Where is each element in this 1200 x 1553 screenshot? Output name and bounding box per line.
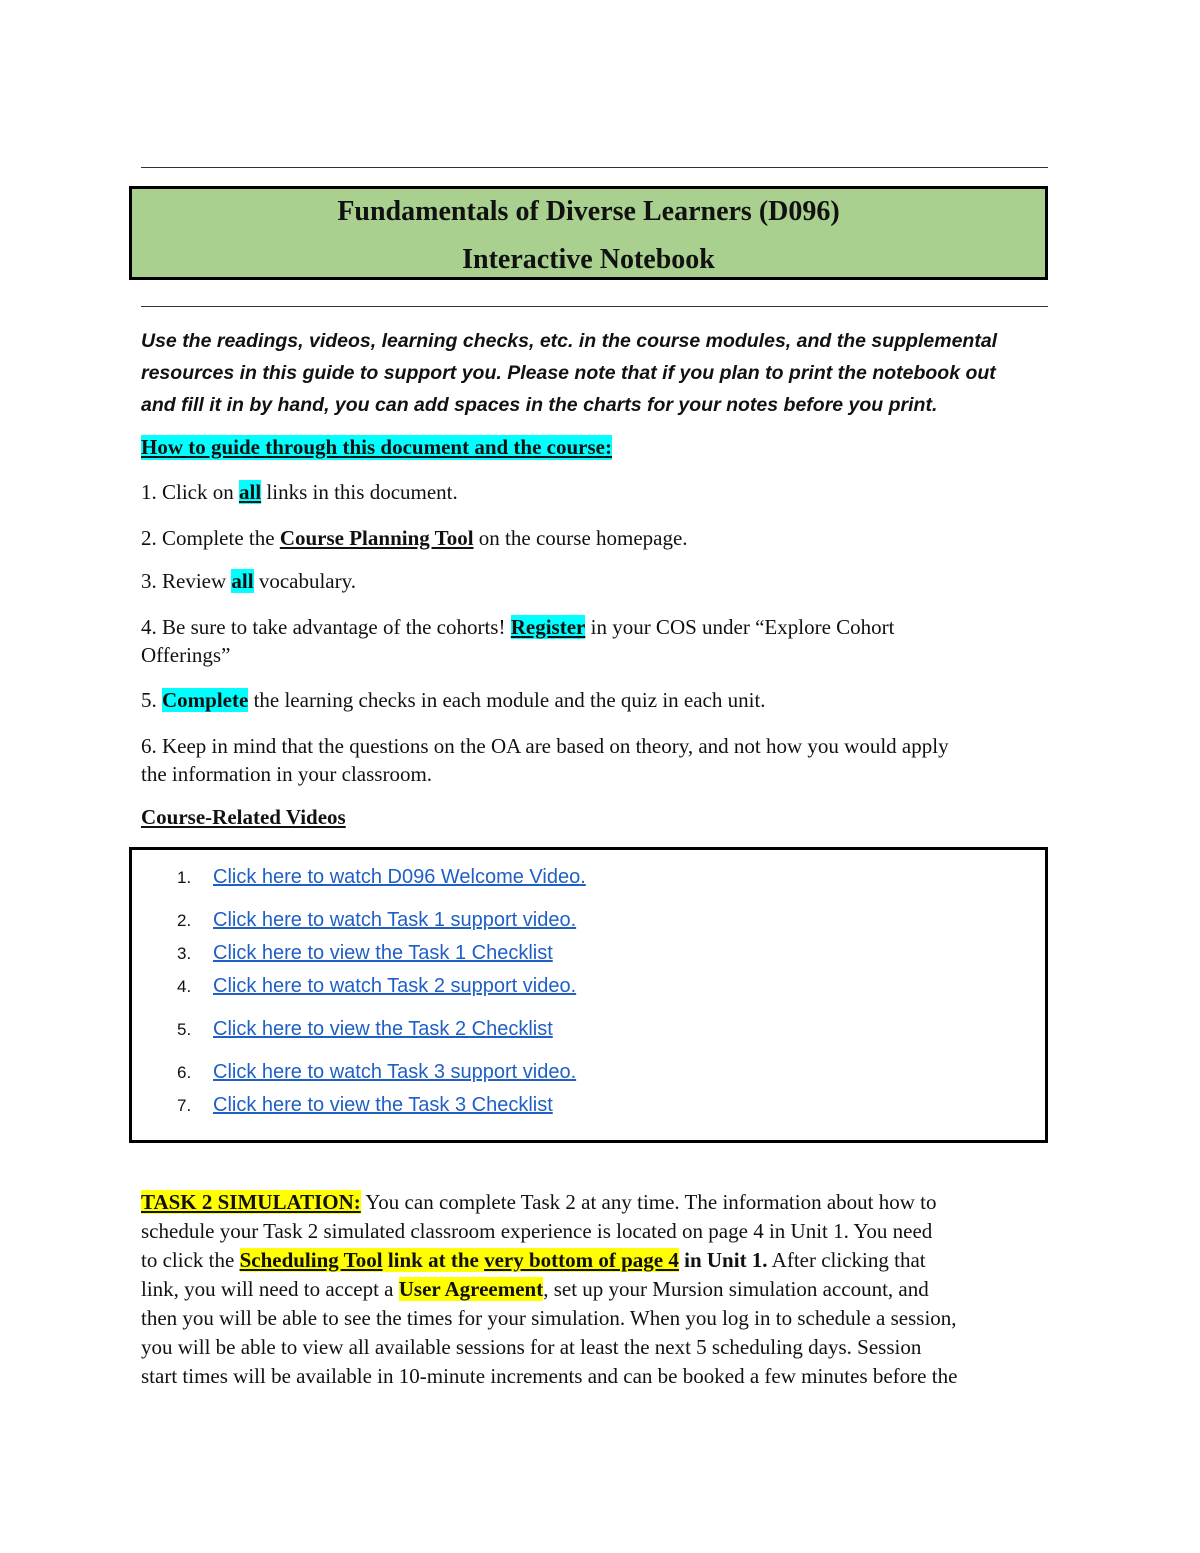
all-highlight: all: [239, 480, 262, 504]
step-1: 1. Click on all links in this document.: [141, 480, 458, 504]
document-subtitle: Interactive Notebook: [462, 244, 715, 275]
complete-highlight: Complete: [162, 688, 249, 712]
step-6: 6. Keep in mind that the questions on the OA are based on theory, and not how you would apply the information in your classroom.: [141, 734, 949, 786]
title-box: [129, 186, 1048, 280]
step-4: 4. Be sure to take advantage of the cohorts! Register in your COS under “Explore Cohort Offerings”: [141, 615, 895, 667]
step-2: 2. Complete the Course Planning Tool on the course homepage.: [141, 526, 688, 550]
video-link-3[interactable]: 3. Click here to view the Task 1 Checklist: [177, 942, 553, 964]
course-planning-tool[interactable]: Course Planning Tool: [279, 526, 474, 550]
all-highlight-vocab: all: [231, 569, 254, 593]
task2-paragraph: TASK 2 SIMULATION: You can complete Task 2 at any time. The information about how to schedule your Task 2 simulated classroom experience is located on page 4 in Unit 1. You need to click the Scheduling Tool link at the very bottom of page 4 in Unit 1. After clicking that link, you will need to accept a User Agreement, set up your Mursion simulation account, and then you will be able to see the times for your simulation. When you log in to schedule a session, you will be able to view all available sessions for at least the next 5 scheduling days. Session start times will be available in 10-minute increments and can be booked a few minutes before the: [141, 1190, 958, 1388]
video-link-6[interactable]: 6. Click here to watch Task 3 support video.: [177, 1061, 577, 1083]
bottom-rule: [141, 306, 1048, 307]
video-links-box: [129, 847, 1048, 1143]
video-link-1[interactable]: 1. Click here to watch D096 Welcome Video.: [177, 866, 586, 888]
document-title: Fundamentals of Diverse Learners (D096): [337, 196, 840, 227]
video-link-4[interactable]: 4. Click here to watch Task 2 support video.: [177, 975, 577, 997]
videos-heading: Course-Related Videos: [141, 805, 346, 829]
step-3: 3. Review all vocabulary.: [141, 569, 357, 593]
task2-label: TASK 2 SIMULATION:: [141, 1190, 361, 1214]
how-to-heading: How to guide through this document and the course:: [141, 435, 612, 459]
register-link[interactable]: Register: [510, 615, 586, 639]
step-5: 5. Complete the learning checks in each module and the quiz in each unit.: [141, 688, 766, 712]
scheduling-tool-link[interactable]: Scheduling Tool: [239, 1248, 383, 1272]
video-link-7[interactable]: 7. Click here to view the Task 3 Checklist: [177, 1094, 553, 1116]
video-link-2[interactable]: 2. Click here to watch Task 1 support video.: [177, 909, 577, 931]
video-link-5[interactable]: 5. Click here to view the Task 2 Checklist: [177, 1018, 553, 1040]
top-rule: [141, 167, 1048, 168]
user-agreement-highlight: User Agreement: [398, 1277, 544, 1301]
intro-paragraph: Use the readings, videos, learning checks, etc. in the course modules, and the supplemental resources in this guide to support you. Please note that if you plan to print the notebook out and fill it in by hand, you can add spaces in the charts for your notes before you print.: [141, 330, 998, 416]
